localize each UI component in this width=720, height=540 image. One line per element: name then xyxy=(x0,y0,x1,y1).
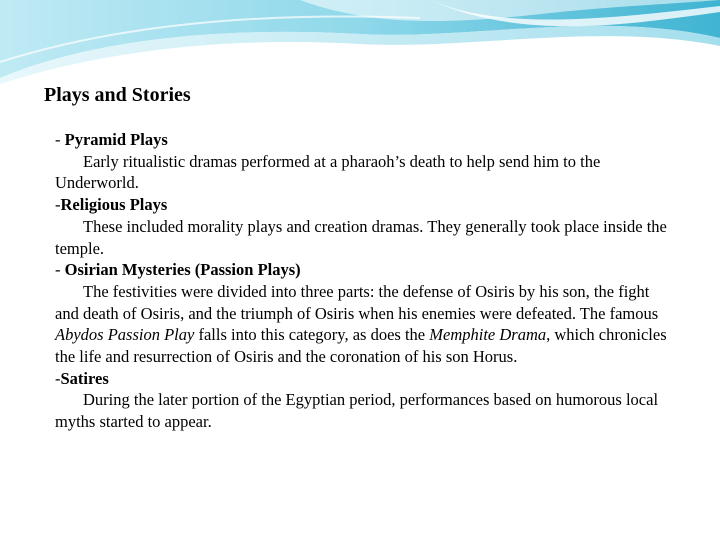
section-heading-text: Religious Plays xyxy=(60,195,168,215)
slide-content xyxy=(55,129,670,433)
header-wave-decoration xyxy=(0,0,720,90)
section-body: These included morality plays and creation dramas. They generally took place inside the temple. xyxy=(55,216,667,258)
section-heading: - Pyramid Plays xyxy=(55,130,168,149)
section-heading-text: Osirian Mysteries (Passion Plays) xyxy=(64,260,301,280)
section-heading: - Osirian Mysteries (Passion Plays) xyxy=(55,260,301,280)
section-body: Early ritualistic dramas performed at a pharaoh’s death to help send him to the Underworld. xyxy=(55,151,601,193)
play-title: Abydos Passion Play xyxy=(55,325,195,345)
play-title: Memphite Drama xyxy=(429,325,547,345)
section-heading-text: Satires xyxy=(60,368,109,388)
section-heading: -Religious Plays xyxy=(55,195,168,215)
slide-title: Plays and Stories xyxy=(44,84,191,106)
section-body: The festivities were divided into three parts: the defense of Osiris by his son, the fight and death of Osiris, and the triumph of Osiris when his enemies were defeated. The famous Abydos Passion Play falls into this category, as does the Memphite Drama, which chronicles the life and resurrection of Osiris and the coronation of his son Horus. xyxy=(55,281,667,367)
section-body: During the later portion of the Egyptian period, performances based on humorous local myths started to appear. xyxy=(55,390,659,432)
section-heading-text: Pyramid Plays xyxy=(64,130,168,149)
section-heading: -Satires xyxy=(55,368,109,388)
